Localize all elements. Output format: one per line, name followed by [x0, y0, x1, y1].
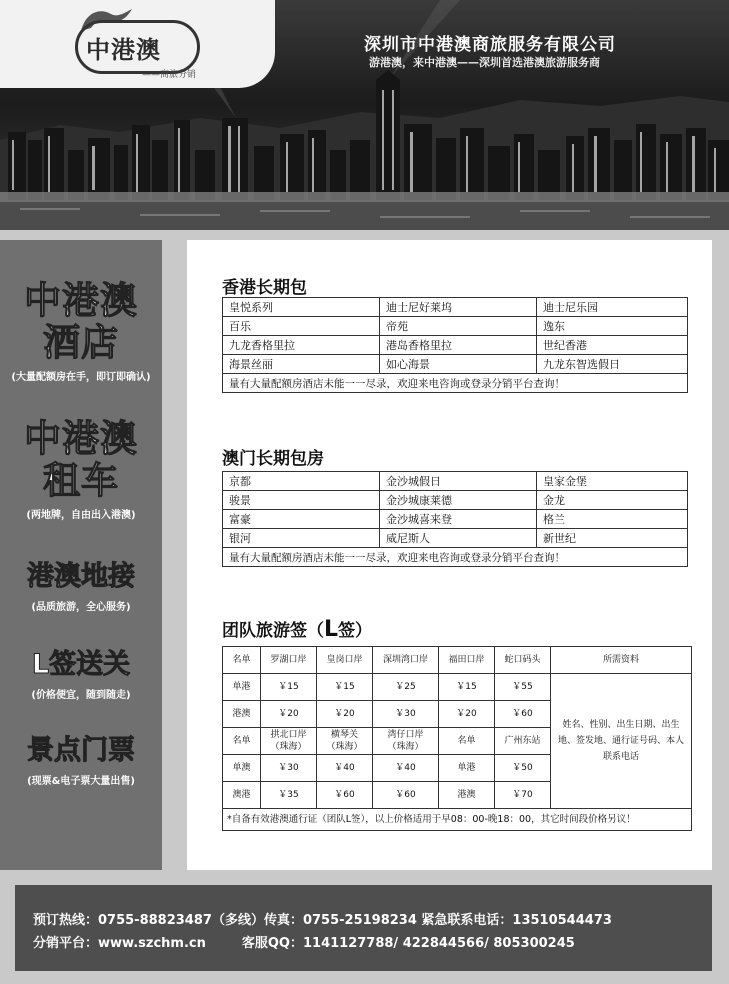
table-cell: 港澳	[439, 782, 495, 809]
table-header-row	[223, 647, 692, 674]
port-name: 横琴关	[330, 730, 358, 740]
table-row	[223, 674, 692, 701]
table-cell: 单港	[439, 755, 495, 782]
table-cell: ￥60	[373, 782, 439, 809]
table-cell: 迪士尼好莱坞	[380, 298, 537, 317]
visa-section-title	[222, 616, 372, 642]
platform-website-link[interactable]: www.szchm.cn	[98, 936, 206, 951]
table-row	[223, 336, 688, 355]
table-cell: 帝苑	[380, 317, 537, 336]
table-header-cell: 深圳湾口岸	[373, 647, 439, 674]
service-local-sub: (品质旅游，全心服务)	[31, 602, 131, 613]
table-row	[223, 491, 688, 510]
table-cell: ￥40	[317, 755, 373, 782]
table-cell: 银河	[223, 529, 380, 548]
table-cell: 皇悦系列	[223, 298, 380, 317]
table-row	[223, 548, 688, 567]
table-header-cell: 名单	[223, 728, 261, 755]
macau-hotel-table	[222, 471, 688, 567]
table-header-cell: 蛇口码头	[495, 647, 551, 674]
table-cell: 京都	[223, 472, 380, 491]
table-header-cell: 福田口岸	[439, 647, 495, 674]
table-header-cell	[261, 728, 317, 755]
table-cell: 澳港	[223, 782, 261, 809]
table-row	[223, 809, 692, 831]
company-slogan: 游港澳，来中港澳——深圳首选港澳旅游服务商	[369, 56, 600, 69]
table-cell: 威尼斯人	[380, 529, 537, 548]
table-cell: 金沙城康莱德	[380, 491, 537, 510]
service-hotel-sub: (大量配额房在手，即订即确认)	[11, 372, 151, 383]
table-cell: ￥15	[261, 674, 317, 701]
table-cell: 富豪	[223, 510, 380, 529]
table-cell: ￥40	[373, 755, 439, 782]
table-header-cell: 所需资料	[551, 647, 692, 674]
logo-subtitle: ——商旅分销	[142, 70, 197, 80]
company-name: 深圳市中港澳商旅服务有限公司	[364, 35, 616, 55]
port-city: （珠海）	[326, 742, 363, 752]
service-tickets-sub: (现票&电子票大量出售)	[27, 776, 135, 787]
table-cell: ￥15	[317, 674, 373, 701]
table-cell: ￥60	[495, 701, 551, 728]
table-cell: 皇家金堡	[537, 472, 688, 491]
distribution-platform	[33, 932, 575, 951]
table-row	[223, 298, 688, 317]
table-cell: 如心海景	[380, 355, 537, 374]
table-header-cell: 罗湖口岸	[261, 647, 317, 674]
service-car-title-1: 中港澳	[24, 417, 138, 460]
table-cell: 格兰	[537, 510, 688, 529]
hk-hotel-table	[222, 297, 688, 393]
table-header-cell: 名单	[439, 728, 495, 755]
visa-price-table	[222, 646, 692, 831]
table-header-cell: 广州东站	[495, 728, 551, 755]
table-cell: ￥55	[495, 674, 551, 701]
visa-footnote: *自备有效港澳通行证（团队L签），以上价格适用于早08：00-晚18：00，其它时间段价格另议！	[223, 809, 692, 831]
table-row	[223, 529, 688, 548]
table-cell: 新世纪	[537, 529, 688, 548]
table-cell: ￥20	[439, 701, 495, 728]
table-cell: 世纪香港	[537, 336, 688, 355]
service-local-title: 港澳地接	[27, 561, 135, 592]
services-sidebar	[0, 240, 162, 870]
table-header-cell	[373, 728, 439, 755]
service-l-visa	[0, 648, 162, 701]
service-hotel	[0, 280, 162, 383]
table-cell: 骏景	[223, 491, 380, 510]
macau-note: 量有大量配额房酒店未能一一尽录，欢迎来电咨询或登录分销平台查询！	[223, 548, 688, 567]
service-car-rental	[0, 418, 162, 521]
service-hotel-title-1: 中港澳	[24, 279, 138, 322]
header-banner	[0, 0, 729, 230]
service-car-title-2: 租车	[43, 459, 119, 502]
service-tickets	[0, 734, 162, 787]
table-cell: ￥50	[495, 755, 551, 782]
table-row	[223, 355, 688, 374]
service-local-tour	[0, 560, 162, 613]
table-cell: 港岛香格里拉	[380, 336, 537, 355]
table-cell: ￥20	[261, 701, 317, 728]
service-car-sub: (两地牌，自由出入港澳)	[26, 510, 136, 521]
required-documents: 姓名、性别、出生日期、出生地、签发地、通行证号码、本人联系电话	[551, 674, 692, 809]
table-cell: 百乐	[223, 317, 380, 336]
table-header-cell	[317, 728, 373, 755]
port-city: （珠海）	[387, 742, 424, 752]
table-row	[223, 317, 688, 336]
table-cell: ￥60	[317, 782, 373, 809]
logo-panel	[0, 0, 275, 88]
visa-title-l: L	[324, 617, 339, 642]
table-cell: 金沙城假日	[380, 472, 537, 491]
service-visa-sub: (价格便宜，随到随走)	[31, 690, 131, 701]
hk-note: 量有大量配额房酒店未能一一尽录，欢迎来电咨询或登录分销平台查询！	[223, 374, 688, 393]
table-cell: 港澳	[223, 701, 261, 728]
table-cell: ￥20	[317, 701, 373, 728]
table-cell: 九龙东智选假日	[537, 355, 688, 374]
macau-section-title: 澳门长期包房	[222, 449, 324, 469]
logo-text: 中港澳	[86, 36, 161, 64]
contact-footer	[15, 885, 712, 971]
port-name: 湾仔口岸	[387, 730, 424, 740]
table-cell: 迪士尼乐园	[537, 298, 688, 317]
visa-title-end: 签）	[338, 621, 373, 641]
table-row	[223, 510, 688, 529]
table-cell: 海景丝丽	[223, 355, 380, 374]
port-city: （珠海）	[270, 742, 307, 752]
table-header-cell: 名单	[223, 647, 261, 674]
table-cell: 金沙城喜来登	[380, 510, 537, 529]
table-row	[223, 472, 688, 491]
table-cell: 九龙香格里拉	[223, 336, 380, 355]
hk-section-title: 香港长期包	[222, 278, 307, 298]
table-cell: ￥30	[373, 701, 439, 728]
service-qq: 客服QQ：1141127788/ 422844566/ 805300245	[241, 936, 575, 951]
table-header-cell: 皇岗口岸	[317, 647, 373, 674]
table-cell: ￥25	[373, 674, 439, 701]
port-name: 拱北口岸	[270, 730, 307, 740]
service-tickets-title: 景点门票	[27, 735, 135, 766]
platform-label: 分销平台：	[33, 936, 99, 951]
table-cell: 金龙	[537, 491, 688, 510]
table-cell: ￥35	[261, 782, 317, 809]
booking-hotline: 预订热线：0755-88823487（多线）传真：0755-25198234 紧急联系电话：13510544473	[33, 913, 612, 928]
service-hotel-title-2: 酒店	[43, 321, 119, 364]
table-cell: 逸东	[537, 317, 688, 336]
table-cell: 单港	[223, 674, 261, 701]
table-cell: ￥30	[261, 755, 317, 782]
visa-title-text: 团队旅游签（	[222, 621, 324, 641]
table-row	[223, 374, 688, 393]
table-cell: 单澳	[223, 755, 261, 782]
table-cell: ￥70	[495, 782, 551, 809]
service-visa-title: L签送关	[31, 649, 131, 680]
table-cell: ￥15	[439, 674, 495, 701]
main-panel	[187, 240, 712, 870]
